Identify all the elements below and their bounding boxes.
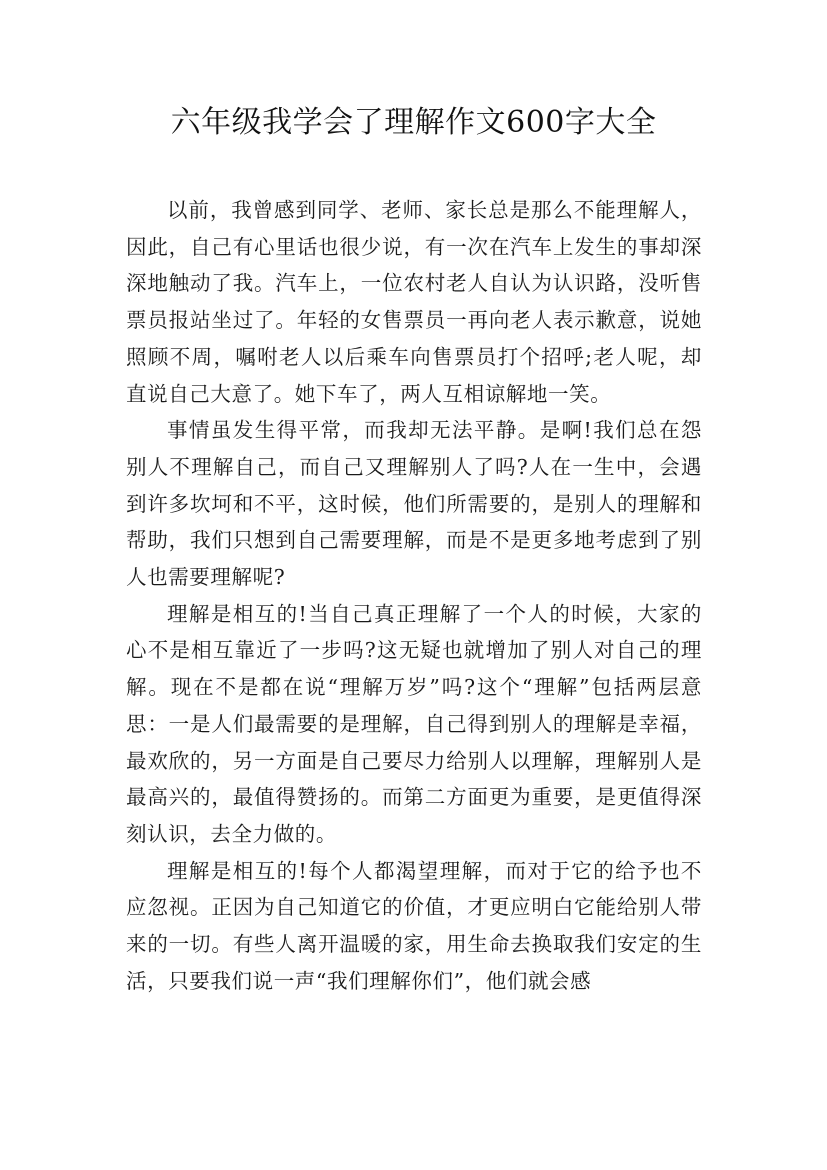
document-body: [126, 192, 702, 999]
paragraph-3: 理解是相互的!当自己真正理解了一个人的时候，大家的心不是相互靠近了一步吗?这无疑也就增加了别人对自己的理解。现在不是都在说“理解万岁”吗?这个“理解”包括两层意思：一是人们最需要的是理解，自己得到别人的理解是幸福，最欢欣的，另一方面是自己要尽力给别人以理解，理解别人是最高兴的，最值得赞扬的。而第二方面更为重要，是更值得深刻认识，去全力做的。: [126, 601, 702, 846]
paragraph-1: 以前，我曾感到同学、老师、家长总是那么不能理解人，因此，自己有心里话也很少说，有一次在汽车上发生的事却深深地触动了我。汽车上，一位农村老人自认为认识路，没听售票员报站坐过了。年轻的女售票员一再向老人表示歉意，说她照顾不周，嘱咐老人以后乘车向售票员打个招呼;老人呢，却直说自己大意了。她下车了，两人互相谅解地一笑。: [126, 198, 702, 406]
paragraph-2: 事情虽发生得平常，而我却无法平静。是啊!我们总在怨别人不理解自己，而自己又理解别人了吗?人在一生中，会遇到许多坎坷和不平，这时候，他们所需要的，是别人的理解和帮助，我们只想到自己需要理解，而是不是更多地考虑到了别人也需要理解呢?: [126, 418, 702, 590]
document-title: 六年级我学会了理解作文600字大全: [170, 105, 657, 140]
paragraph-4: 理解是相互的!每个人都渴望理解，而对于它的给予也不应忽视。正因为自己知道它的价值，才更应明白它能给别人带来的一切。有些人离开温暖的家，用生命去换取我们安定的生活，只要我们说一声“我们理解你们”，他们就会感: [126, 858, 702, 993]
